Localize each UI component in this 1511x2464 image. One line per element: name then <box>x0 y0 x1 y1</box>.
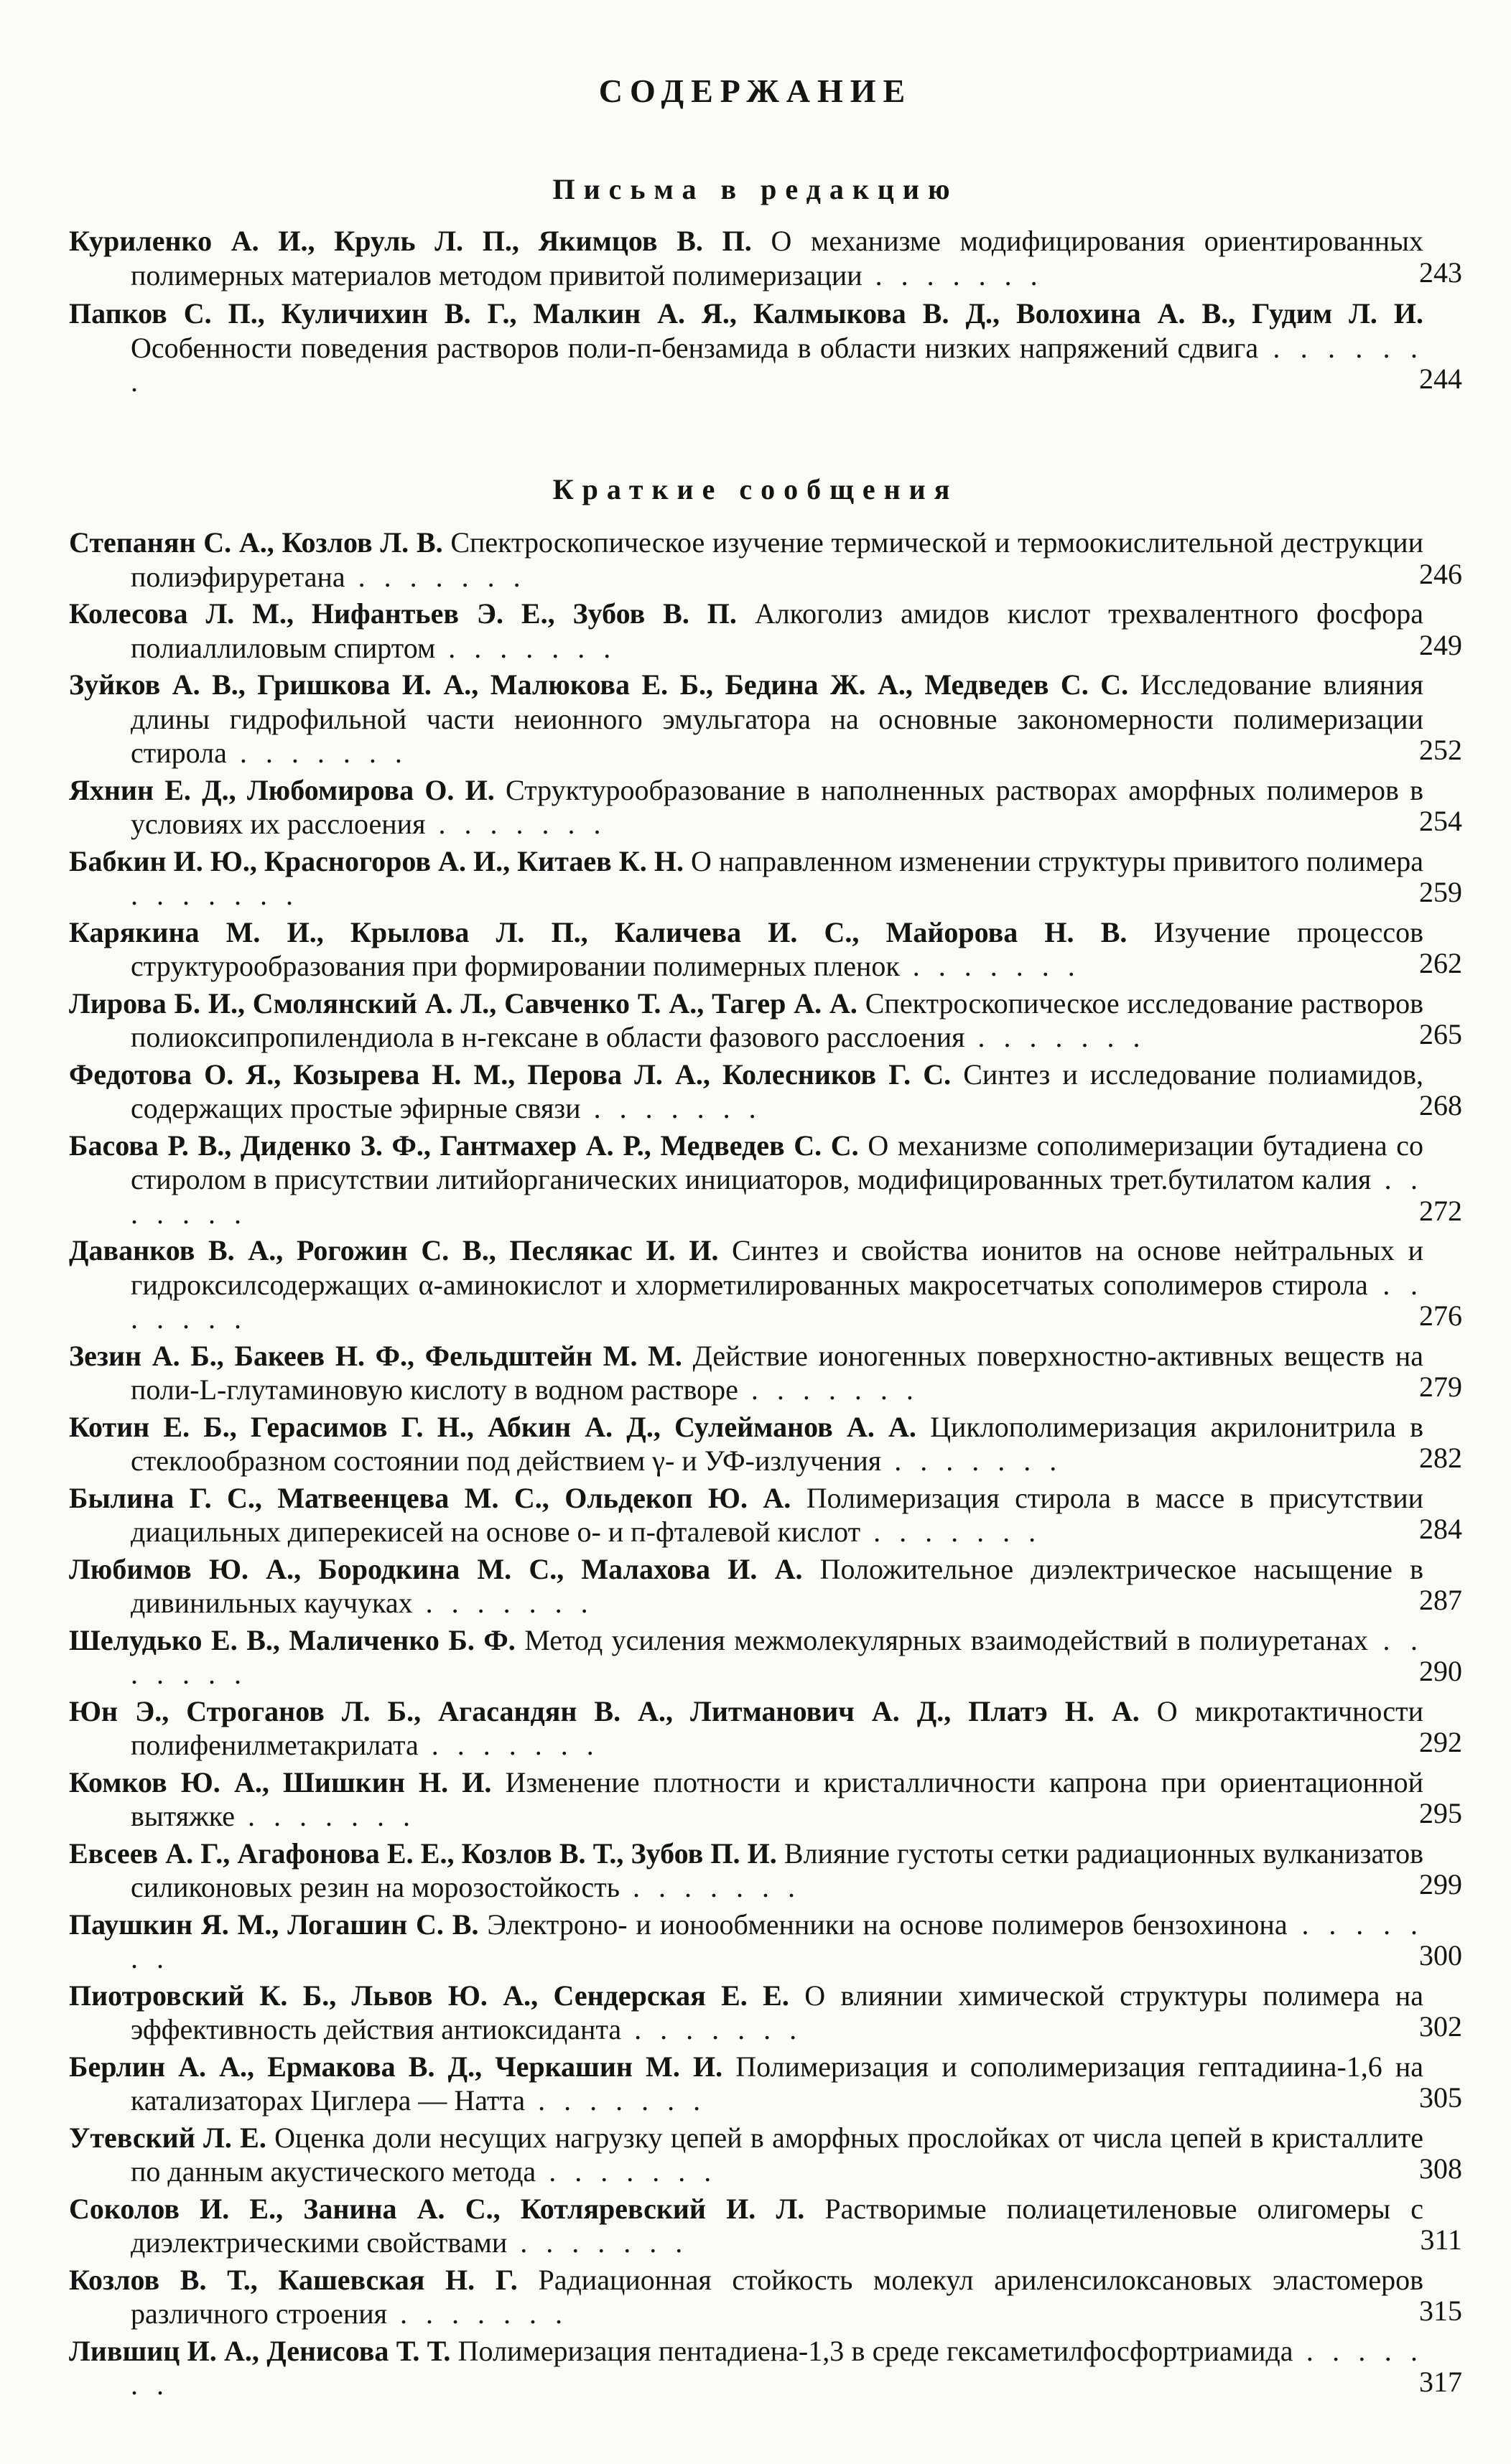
dot-leader: . . . . . . . <box>435 631 617 664</box>
toc-entry-title: Изменение плотности и кристалличности капрона при ориентационной вытяжке <box>131 1765 1423 1832</box>
toc-entry-page-number: 244 <box>1419 363 1462 395</box>
toc-entry-title: О микротактичности полифенилметакрилата <box>131 1694 1423 1761</box>
toc-entry <box>69 773 1462 841</box>
toc-entry <box>69 1765 1462 1834</box>
toc-entry-authors: Утевский Л. Е. <box>69 2121 266 2154</box>
toc-entry-page-number: 279 <box>1419 1371 1462 1403</box>
toc-entry-authors: Яхнин Е. Д., Любомирова О. И. <box>69 773 495 806</box>
toc-entry-page-number: 311 <box>1420 2223 1462 2256</box>
toc-entry-text <box>69 1058 1423 1126</box>
toc-entry-authors: Любимов Ю. А., Бородкина М. С., Малахова И. А. <box>69 1552 803 1585</box>
toc-entry-page-number: 252 <box>1419 734 1462 766</box>
toc-entry-title: Спектроскопическое изучение термической и термоокислительной деструкции полиэфируретана <box>131 526 1423 593</box>
toc-entry <box>69 1481 1462 1549</box>
toc-entry-text <box>69 1410 1423 1478</box>
toc-entry-text <box>69 1694 1423 1763</box>
toc-entry <box>69 1908 1462 1976</box>
toc-entry-authors: Шелудько Е. В., Маличенко Б. Ф. <box>69 1623 516 1656</box>
toc-entry-text <box>69 2263 1423 2331</box>
section-title-letters: Письма в редакцию <box>552 173 959 205</box>
toc-entry-page-number: 259 <box>1419 876 1462 908</box>
toc-entry-title: Электроно- и ионообменники на основе полимеров бензохинона <box>487 1908 1288 1941</box>
dot-leader: . . . . . . . <box>881 1445 1063 1477</box>
toc-entry-page-number: 300 <box>1419 1939 1462 1971</box>
toc-entry-page-number: 272 <box>1419 1194 1462 1227</box>
toc-entry-authors: Лирова Б. И., Смолянский А. Л., Савченко Т. А., Тагер А. А. <box>69 986 857 1019</box>
toc-entry <box>69 2192 1462 2260</box>
toc-entry-text <box>69 2334 1423 2402</box>
toc-entry-title: О направленном изменении структуры привитого полимера <box>691 844 1423 877</box>
toc-entry-authors: Папков С. П., Куличихин В. Г., Малкин А. Я., Калмыкова В. Д., Волохина А. В., Гудим Л. И. <box>69 297 1423 330</box>
toc-entry-page-number: 317 <box>1419 2366 1462 2398</box>
dot-leader: . . . . . . . <box>131 1163 1423 1230</box>
toc-entry-title: Синтез и исследование полиамидов, содержащих простые эфирные связи <box>131 1058 1423 1124</box>
toc-entry-title: Особенности поведения растворов поли-п-бензамида в области низких напряжений сдвига <box>131 331 1259 364</box>
dot-leader: . . . . . . . <box>131 879 299 911</box>
toc-entry-page-number: 254 <box>1419 805 1462 837</box>
toc-entry-text <box>69 1979 1423 2047</box>
toc-entry-text <box>69 844 1423 913</box>
dot-leader: . . . . . . . <box>234 1800 416 1832</box>
toc-entry-title: Полимеризация и сополимеризация гептадиина-1,6 на катализаторах Циглера — Натта <box>131 2050 1423 2117</box>
toc-entry-authors: Карякина М. И., Крылова Л. П., Каличева И. С., Майорова Н. В. <box>69 915 1128 948</box>
dot-leader: . . . . . . . <box>862 258 1043 291</box>
toc-entry-text <box>69 597 1423 665</box>
toc-entry-authors: Колесова Л. М., Нифантьев Э. Е., Зубов В. П. <box>69 597 737 630</box>
toc-entry-title: Полимеризация пентадиена-1,3 в среде гексаметилфосфортриамида <box>457 2334 1293 2367</box>
toc-entry-authors: Бабкин И. Ю., Красногоров А. И., Китаев К. Н. <box>69 844 684 877</box>
toc-entry-authors: Былина Г. С., Матвеенцева М. С., Ольдекоп Ю. А. <box>69 1481 791 1514</box>
toc-entry-text <box>69 986 1423 1055</box>
toc-entry <box>69 1233 1462 1336</box>
toc-entry-page-number: 299 <box>1419 1868 1462 1900</box>
toc-entry-page-number: 243 <box>1419 256 1462 289</box>
dot-leader: . . . . . . . <box>536 2155 717 2188</box>
toc-entry <box>69 597 1462 665</box>
dot-leader: . . . . . . . <box>345 560 526 593</box>
toc-entry-title: Циклополимеризация акрилонитрила в стеклообразном состоянии под действием γ- и УФ-излучения <box>131 1410 1423 1477</box>
toc-entry <box>69 2334 1462 2402</box>
toc-entry-authors: Зуйков А. В., Гришкова И. А., Малюкова Е. Б., Бедина Ж. А., Медведев С. С. <box>69 668 1129 701</box>
dot-leader: . . . . . . . <box>425 808 607 840</box>
toc-entry-authors: Басова Р. В., Диденко З. Ф., Гантмахер А. Р., Медведев С. С. <box>69 1129 859 1162</box>
dot-leader: . . . . . . . <box>738 1373 919 1406</box>
toc-entry <box>69 297 1462 399</box>
toc-entry-title: Растворимые полиацетиленовые олигомеры с диэлектрическими свойствами <box>131 2192 1423 2259</box>
toc-entry-authors: Лившиц И. А., Денисова Т. Т. <box>69 2334 451 2367</box>
toc-entry <box>69 1552 1462 1620</box>
toc-entry-authors: Комков Ю. А., Шишкин Н. И. <box>69 1765 492 1798</box>
toc-entry-page-number: 246 <box>1419 557 1462 590</box>
toc-entry-text <box>69 773 1423 841</box>
toc-entry-text <box>69 2121 1423 2189</box>
toc-entry-authors: Паушкин Я. М., Логашин С. В. <box>69 1908 479 1941</box>
toc-entry-authors: Степанян С. А., Козлов Л. В. <box>69 526 443 559</box>
toc-entry-page-number: 287 <box>1419 1584 1462 1616</box>
short-reports-entry-list <box>69 526 1462 2405</box>
toc-entry-title: О механизме сополимеризации бутадиена со стиролом в присутствии литийорганических инициаторов, модифицированных трет.бутилатом калия <box>131 1129 1423 1195</box>
toc-entry <box>69 668 1462 770</box>
toc-entry-text <box>69 915 1423 984</box>
toc-entry-page-number: 265 <box>1419 1018 1462 1050</box>
toc-entry-authors: Пиотровский К. Б., Львов Ю. А., Сендерская Е. Е. <box>69 1979 789 2012</box>
letters-entry-list <box>69 224 1462 403</box>
toc-entry <box>69 2263 1462 2331</box>
dot-leader: . . . . . . . <box>131 1268 1423 1335</box>
toc-entry-authors: Федотова О. Я., Козырева Н. М., Перова Л. А., Колесников Г. С. <box>69 1058 952 1091</box>
toc-entry-title: Исследование влияния длины гидрофильной части неионного эмульгатора на основные закономерности полимеризации стирола <box>131 668 1423 769</box>
toc-entry-title: Влияние густоты сетки радиационных вулканизатов силиконовых резин на морозостойкость <box>131 1837 1423 1903</box>
page-title: СОДЕРЖАНИЕ <box>598 73 913 109</box>
toc-entry-text <box>69 1552 1423 1620</box>
toc-entry <box>69 1129 1462 1231</box>
toc-entry <box>69 224 1462 292</box>
toc-entry-page-number: 268 <box>1419 1089 1462 1121</box>
toc-entry <box>69 1979 1462 2047</box>
toc-entry-text <box>69 2192 1423 2260</box>
toc-entry <box>69 1339 1462 1407</box>
toc-entry-title: Синтез и свойства ионитов на основе нейтральных и гидроксилсодержащих α-аминокислот и хлорметилированных макросетчатых сополимеров стирола <box>131 1234 1423 1301</box>
toc-entry-title: Оценка доли несущих нагрузку цепей в аморфных прослойках от числа цепей в кристаллите по данным акустического метода <box>131 2121 1423 2188</box>
dot-leader: . . . . . . . <box>418 1729 600 1761</box>
toc-entry <box>69 915 1462 984</box>
toc-entry-page-number: 305 <box>1419 2081 1462 2114</box>
toc-entry-text <box>69 297 1423 399</box>
toc-entry-text <box>69 1837 1423 1905</box>
toc-entry-authors: Котин Е. Б., Герасимов Г. Н., Абкин А. Д., Сулейманов А. А. <box>69 1410 916 1443</box>
toc-entry-authors: Юн Э., Строганов Л. Б., Агасандян В. А., Литманович А. Д., Платэ Н. А. <box>69 1694 1140 1727</box>
toc-entry-text <box>69 1129 1423 1231</box>
toc-entry-authors: Даванков В. А., Рогожин С. В., Песлякас И. И. <box>69 1234 719 1266</box>
toc-entry <box>69 1694 1462 1763</box>
toc-entry-authors: Евсеев А. Г., Агафонова Е. Е., Козлов В. Т., Зубов П. И. <box>69 1837 777 1870</box>
toc-entry-page-number: 276 <box>1419 1299 1462 1332</box>
toc-entry-page-number: 290 <box>1419 1655 1462 1687</box>
dot-leader: . . . . . . . <box>860 1516 1042 1548</box>
dot-leader: . . . . . . . <box>507 2226 689 2259</box>
dot-leader: . . . . . . . <box>412 1587 594 1619</box>
dot-leader: . . . . . . . <box>226 737 408 769</box>
dot-leader: . . . . . . . <box>580 1092 762 1124</box>
dot-leader: . . . . . . . <box>131 2334 1423 2401</box>
toc-entry-title: Изучение процессов структурообразования при формировании полимерных пленок <box>131 915 1423 982</box>
dot-leader: . . . . . . . <box>964 1021 1146 1053</box>
toc-entry-text <box>69 1623 1423 1691</box>
toc-entry <box>69 526 1462 594</box>
toc-entry-title: Структурообразование в наполненных растворах аморфных полимеров в условиях их расслоения <box>131 773 1423 840</box>
toc-entry-title: Радиационная стойкость молекул ариленсилоксановых эластомеров различного строения <box>131 2263 1423 2330</box>
toc-entry <box>69 1623 1462 1691</box>
toc-entry-authors: Куриленко А. И., Круль Л. П., Якимцов В. П. <box>69 225 752 257</box>
toc-entry-page-number: 295 <box>1419 1797 1462 1829</box>
toc-entry <box>69 2121 1462 2189</box>
toc-entry-page-number: 284 <box>1419 1513 1462 1545</box>
toc-entry-page-number: 292 <box>1419 1726 1462 1758</box>
dot-leader: . . . . . . . <box>131 331 1423 398</box>
dot-leader: . . . . . . . <box>131 1623 1423 1690</box>
toc-entry-page-number: 302 <box>1419 2010 1462 2043</box>
toc-entry-authors: Зезин А. Б., Бакеев Н. Ф., Фельдштейн М. М. <box>69 1339 682 1372</box>
toc-entry-text <box>69 526 1423 594</box>
toc-entry-page-number: 249 <box>1419 628 1462 661</box>
toc-entry-text <box>69 1233 1423 1336</box>
toc-entry <box>69 2050 1462 2118</box>
toc-entry-title: Полимеризация стирола в массе в присутствии диацильных диперекисей на основе о- и п-фталевой кислот <box>131 1481 1423 1548</box>
toc-entry-text <box>69 1908 1423 1976</box>
toc-entry-text <box>69 2050 1423 2118</box>
section-title-short-reports: Краткие сообщения <box>552 473 959 505</box>
toc-entry <box>69 1410 1462 1478</box>
toc-entry-title: О механизме модифицирования ориентированных полимерных материалов методом привитой полимеризации <box>131 225 1423 291</box>
toc-entry-text <box>69 1765 1423 1834</box>
toc-entry-title: Действие ионогенных поверхностно-активных веществ на поли-L-глутаминовую кислоту в водном растворе <box>131 1339 1423 1406</box>
toc-entry-title: Спектроскопическое исследование растворов полиоксипропилендиола в н-гексане в области фазового расслоения <box>131 986 1423 1053</box>
toc-entry-title: Алкоголиз амидов кислот трехвалентного фосфора полиаллиловым спиртом <box>131 597 1423 664</box>
toc-entry-authors: Берлин А. А., Ермакова В. Д., Черкашин М. И. <box>69 2050 723 2083</box>
dot-leader: . . . . . . . <box>899 950 1081 982</box>
toc-entry-page-number: 315 <box>1419 2295 1462 2327</box>
toc-entry <box>69 1837 1462 1905</box>
dot-leader: . . . . . . . <box>525 2084 707 2117</box>
toc-entry-text <box>69 224 1423 292</box>
dot-leader: . . . . . . . <box>131 1908 1423 1974</box>
toc-entry-title: Метод усиления межмолекулярных взаимодействий в полиуретанах <box>524 1623 1368 1656</box>
dot-leader: . . . . . . . <box>621 2013 803 2045</box>
dot-leader: . . . . . . . <box>619 1871 801 1903</box>
toc-entry-text <box>69 1339 1423 1407</box>
toc-entry <box>69 844 1462 913</box>
toc-entry-text <box>69 1481 1423 1549</box>
toc-entry-page-number: 282 <box>1419 1442 1462 1474</box>
toc-entry-title: Положительное диэлектрическое насыщение в дивинильных каучуках <box>131 1552 1423 1619</box>
toc-entry-page-number: 308 <box>1419 2152 1462 2185</box>
toc-entry-authors: Козлов В. Т., Кашевская Н. Г. <box>69 2263 518 2296</box>
toc-entry-title: О влиянии химической структуры полимера на эффективность действия антиоксиданта <box>131 1979 1423 2045</box>
dot-leader: . . . . . . . <box>387 2297 569 2330</box>
toc-entry-page-number: 262 <box>1419 947 1462 979</box>
toc-entry <box>69 986 1462 1055</box>
toc-entry-authors: Соколов И. Е., Занина А. С., Котляревский И. Л. <box>69 2192 805 2225</box>
toc-entry <box>69 1058 1462 1126</box>
toc-entry-text <box>69 668 1423 770</box>
